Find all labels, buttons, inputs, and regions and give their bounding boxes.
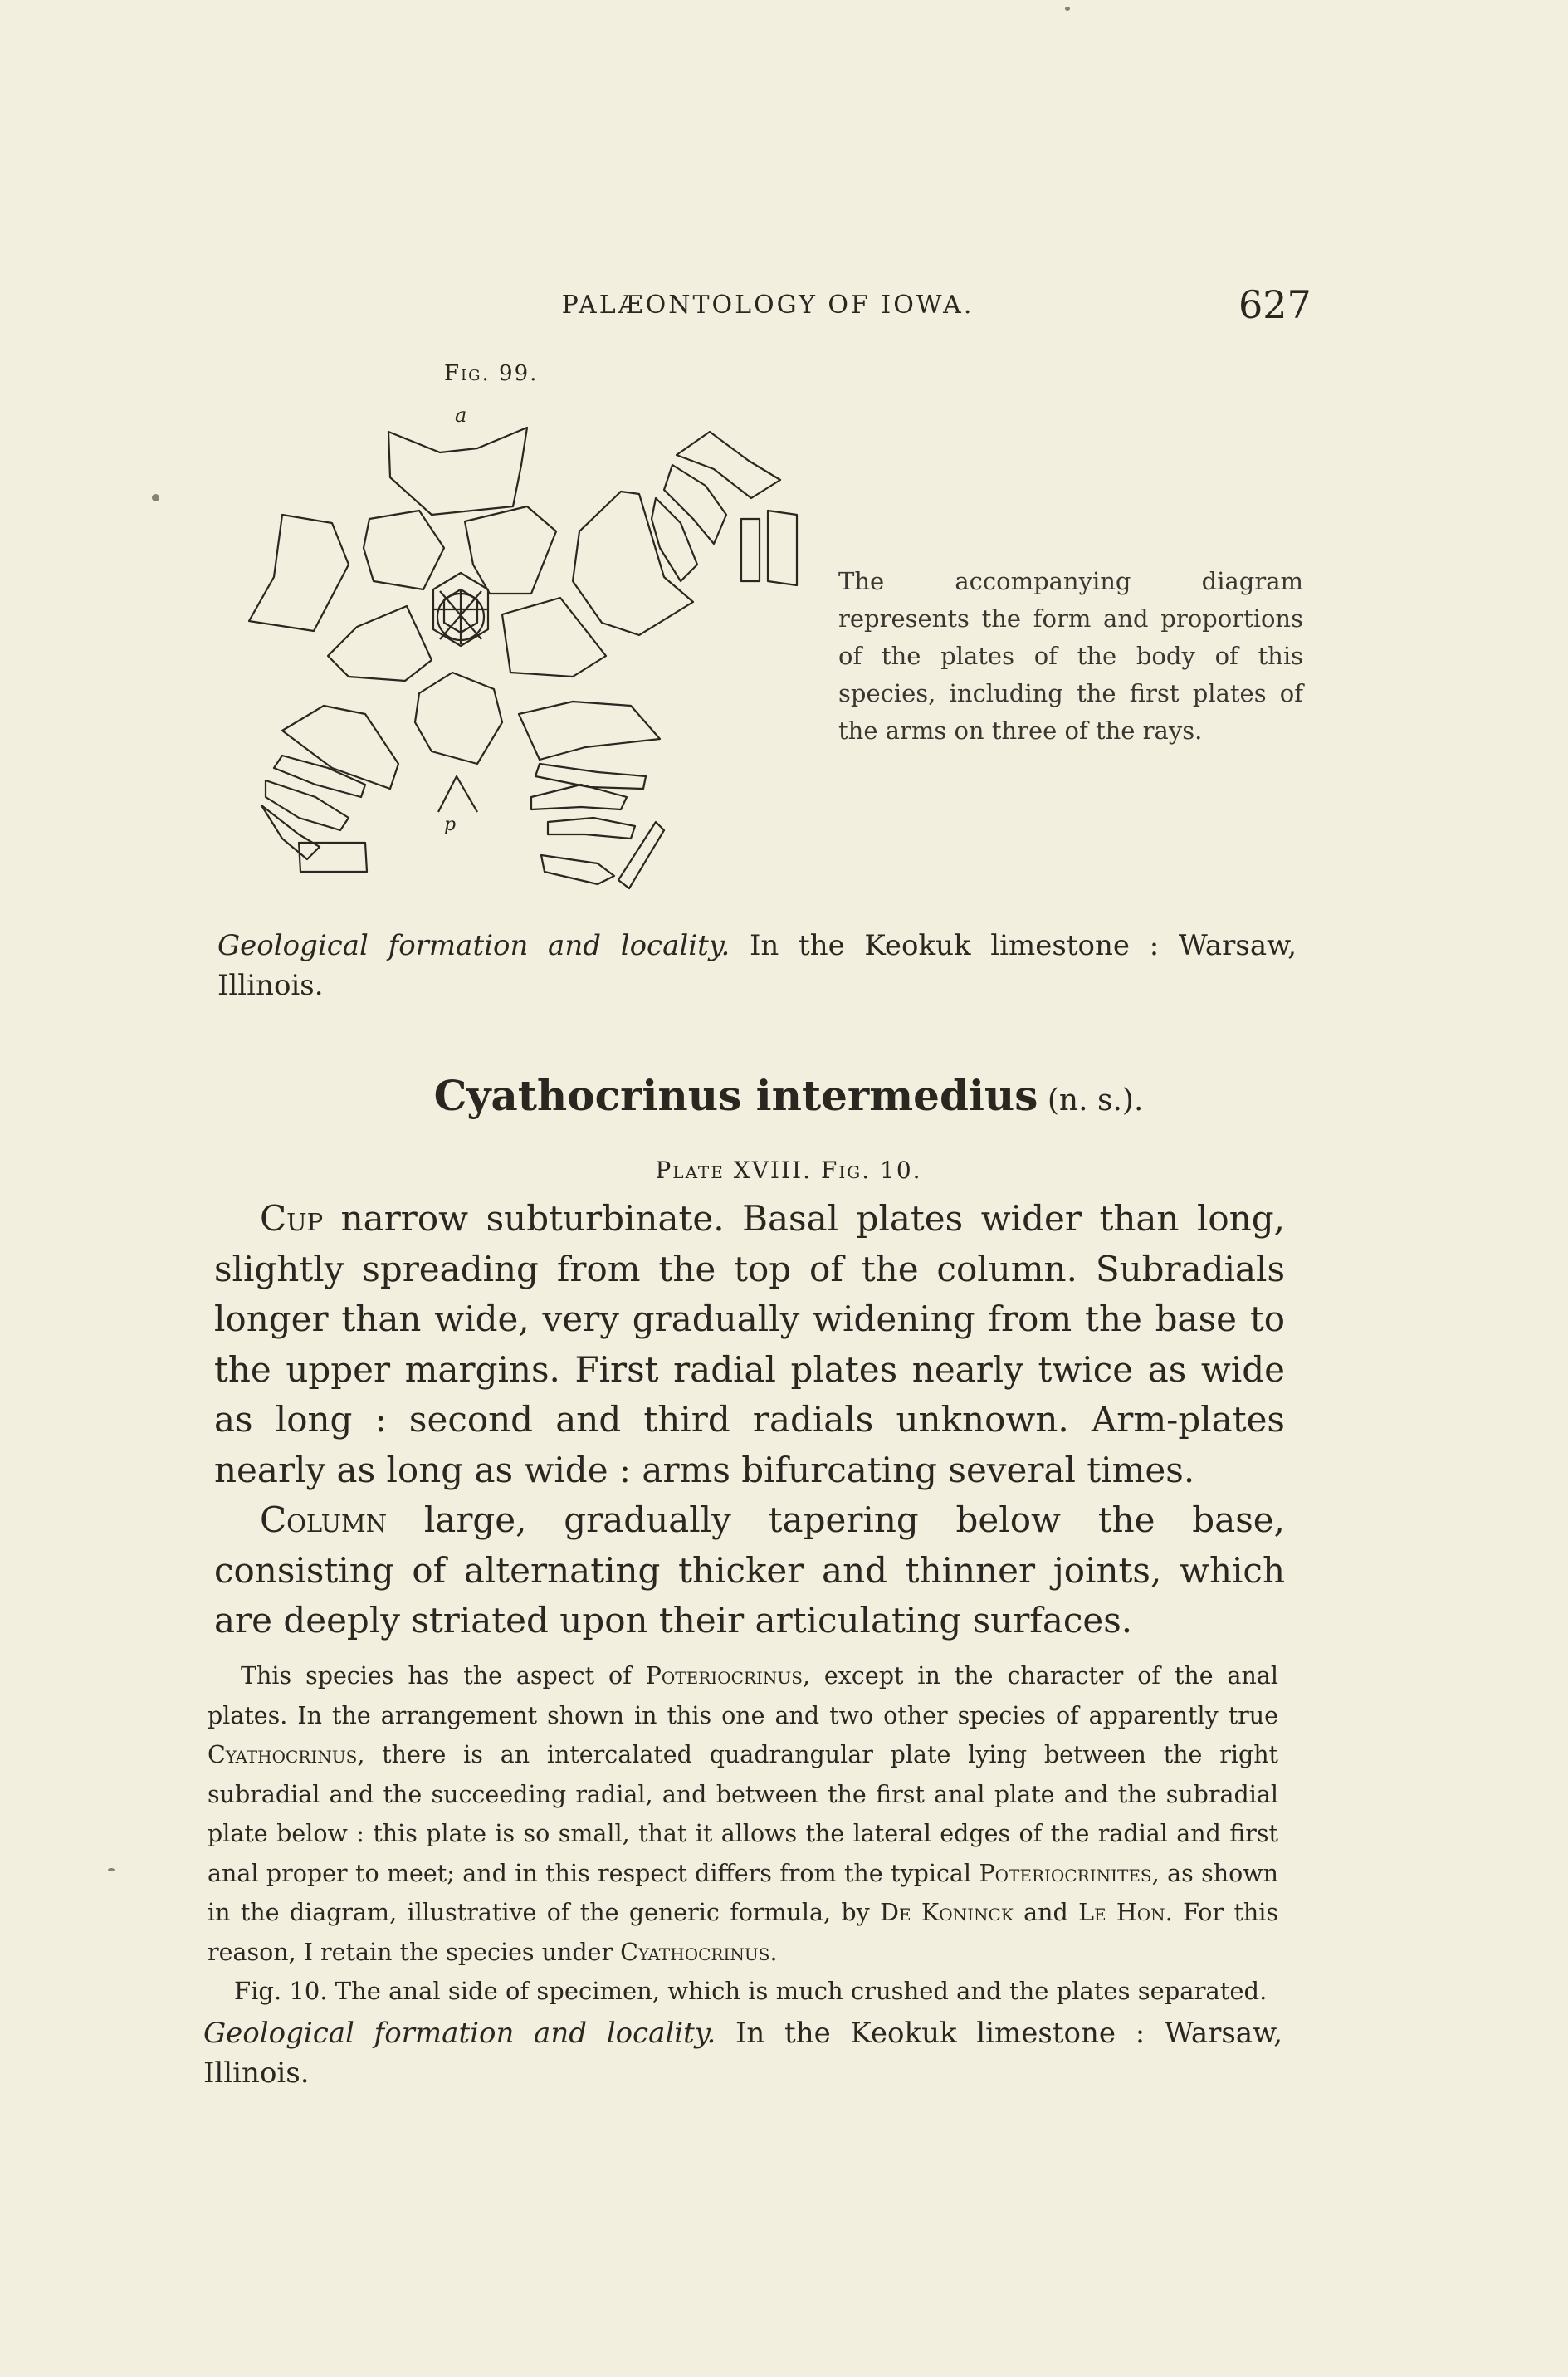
arm-plates: [261, 432, 797, 888]
subradial-plates: [328, 506, 606, 764]
species-title: [332, 1071, 1245, 1120]
genus-name: Cyathocrinus: [208, 1741, 358, 1768]
paper-speck: [1065, 7, 1070, 11]
geo-text: In the Keokuk limestone : Warsaw, Illinois.: [217, 929, 1297, 1002]
remarks-span: . For this reason, I retain the species under: [208, 1899, 1278, 1966]
geological-locality-2: [203, 2013, 1282, 2093]
diagram-letter-p: p: [444, 814, 457, 835]
genus-name: Cyathocrinus: [620, 1938, 770, 1966]
cup-paragraph: [214, 1194, 1285, 1495]
paper-speck: [108, 1868, 115, 1871]
remarks-paragraph: [208, 1656, 1278, 1972]
species-name: Cyathocrinus intermedius: [433, 1071, 1038, 1120]
fig10-explanation: Fig. 10. The anal side of specimen, which is much crushed and the plates separated.: [234, 1977, 1268, 2005]
geo-label: Geological formation and locality.: [217, 929, 730, 962]
genus-name: Poteriocrinites: [979, 1859, 1152, 1887]
species-ns: (n. s.).: [1038, 1083, 1144, 1118]
remarks-span: This species has the aspect of: [241, 1662, 646, 1690]
geo-text: In the Keokuk limestone : Warsaw, Illinois.: [203, 2017, 1282, 2090]
anal-plate: [438, 776, 477, 812]
species-description: [214, 1194, 1285, 1646]
author-name: De Koninck: [880, 1899, 1014, 1926]
author-name: Le Hon: [1078, 1899, 1165, 1926]
remarks-span: .: [769, 1938, 778, 1966]
plate-diagram: [241, 394, 838, 893]
radial-plates: [249, 428, 693, 789]
running-title: PALÆONTOLOGY OF IOWA.: [561, 291, 975, 320]
cup-lead: Cup: [260, 1198, 324, 1239]
geo-label: Geological formation and locality.: [203, 2017, 716, 2050]
remarks-span: and: [1013, 1899, 1079, 1926]
page-number: 627: [1238, 282, 1312, 327]
remarks-span: , as shown in the diagram, illustrative of the generic formula, by: [208, 1859, 1278, 1926]
paper-speck: [152, 494, 159, 501]
genus-name: Poteriocrinus: [645, 1662, 803, 1690]
remarks-text: [208, 1656, 1278, 1972]
geological-locality-1: [217, 926, 1297, 1005]
diagram-letter-a: a: [455, 404, 467, 427]
basal-disc: [433, 573, 488, 646]
column-paragraph: [214, 1495, 1285, 1646]
column-text: large, gradually tapering below the base, consisting of alternating thicker and thinner joints, which are deeply striated upon their articulating surfaces.: [214, 1499, 1285, 1641]
figure-caption: The accompanying diagram represents the form and proportions of the plates of the body of this species, including the first plates of the arms on three of the rays.: [838, 567, 1303, 745]
remarks-span: , there is an intercalated quadrangular plate lying between the right subradial and the succeeding radial, and between the first anal plate and the subradial plate below : this plate is so small, that it allows the lateral edges of the radial and first anal proper to meet; and in this respect differs from the typical: [208, 1741, 1278, 1887]
figure-label: Fig. 99.: [444, 361, 539, 386]
cup-text: narrow subturbinate. Basal plates wider than long, slightly spreading from the top of the column. Subradials longer than wide, very gradually widening from the base to the upper margins. First radial plates nearly twice as wide as long : second and third radials unknown. Arm-plates nearly as long as wide : arms bifurcating several times.: [214, 1198, 1285, 1490]
column-lead: Column: [260, 1499, 388, 1540]
plate-reference: Plate XVIII. Fig. 10.: [655, 1157, 922, 1184]
remarks-span: , except in the character of the anal plates. In the arrangement shown in this one and two other species of apparently true: [208, 1662, 1279, 1729]
